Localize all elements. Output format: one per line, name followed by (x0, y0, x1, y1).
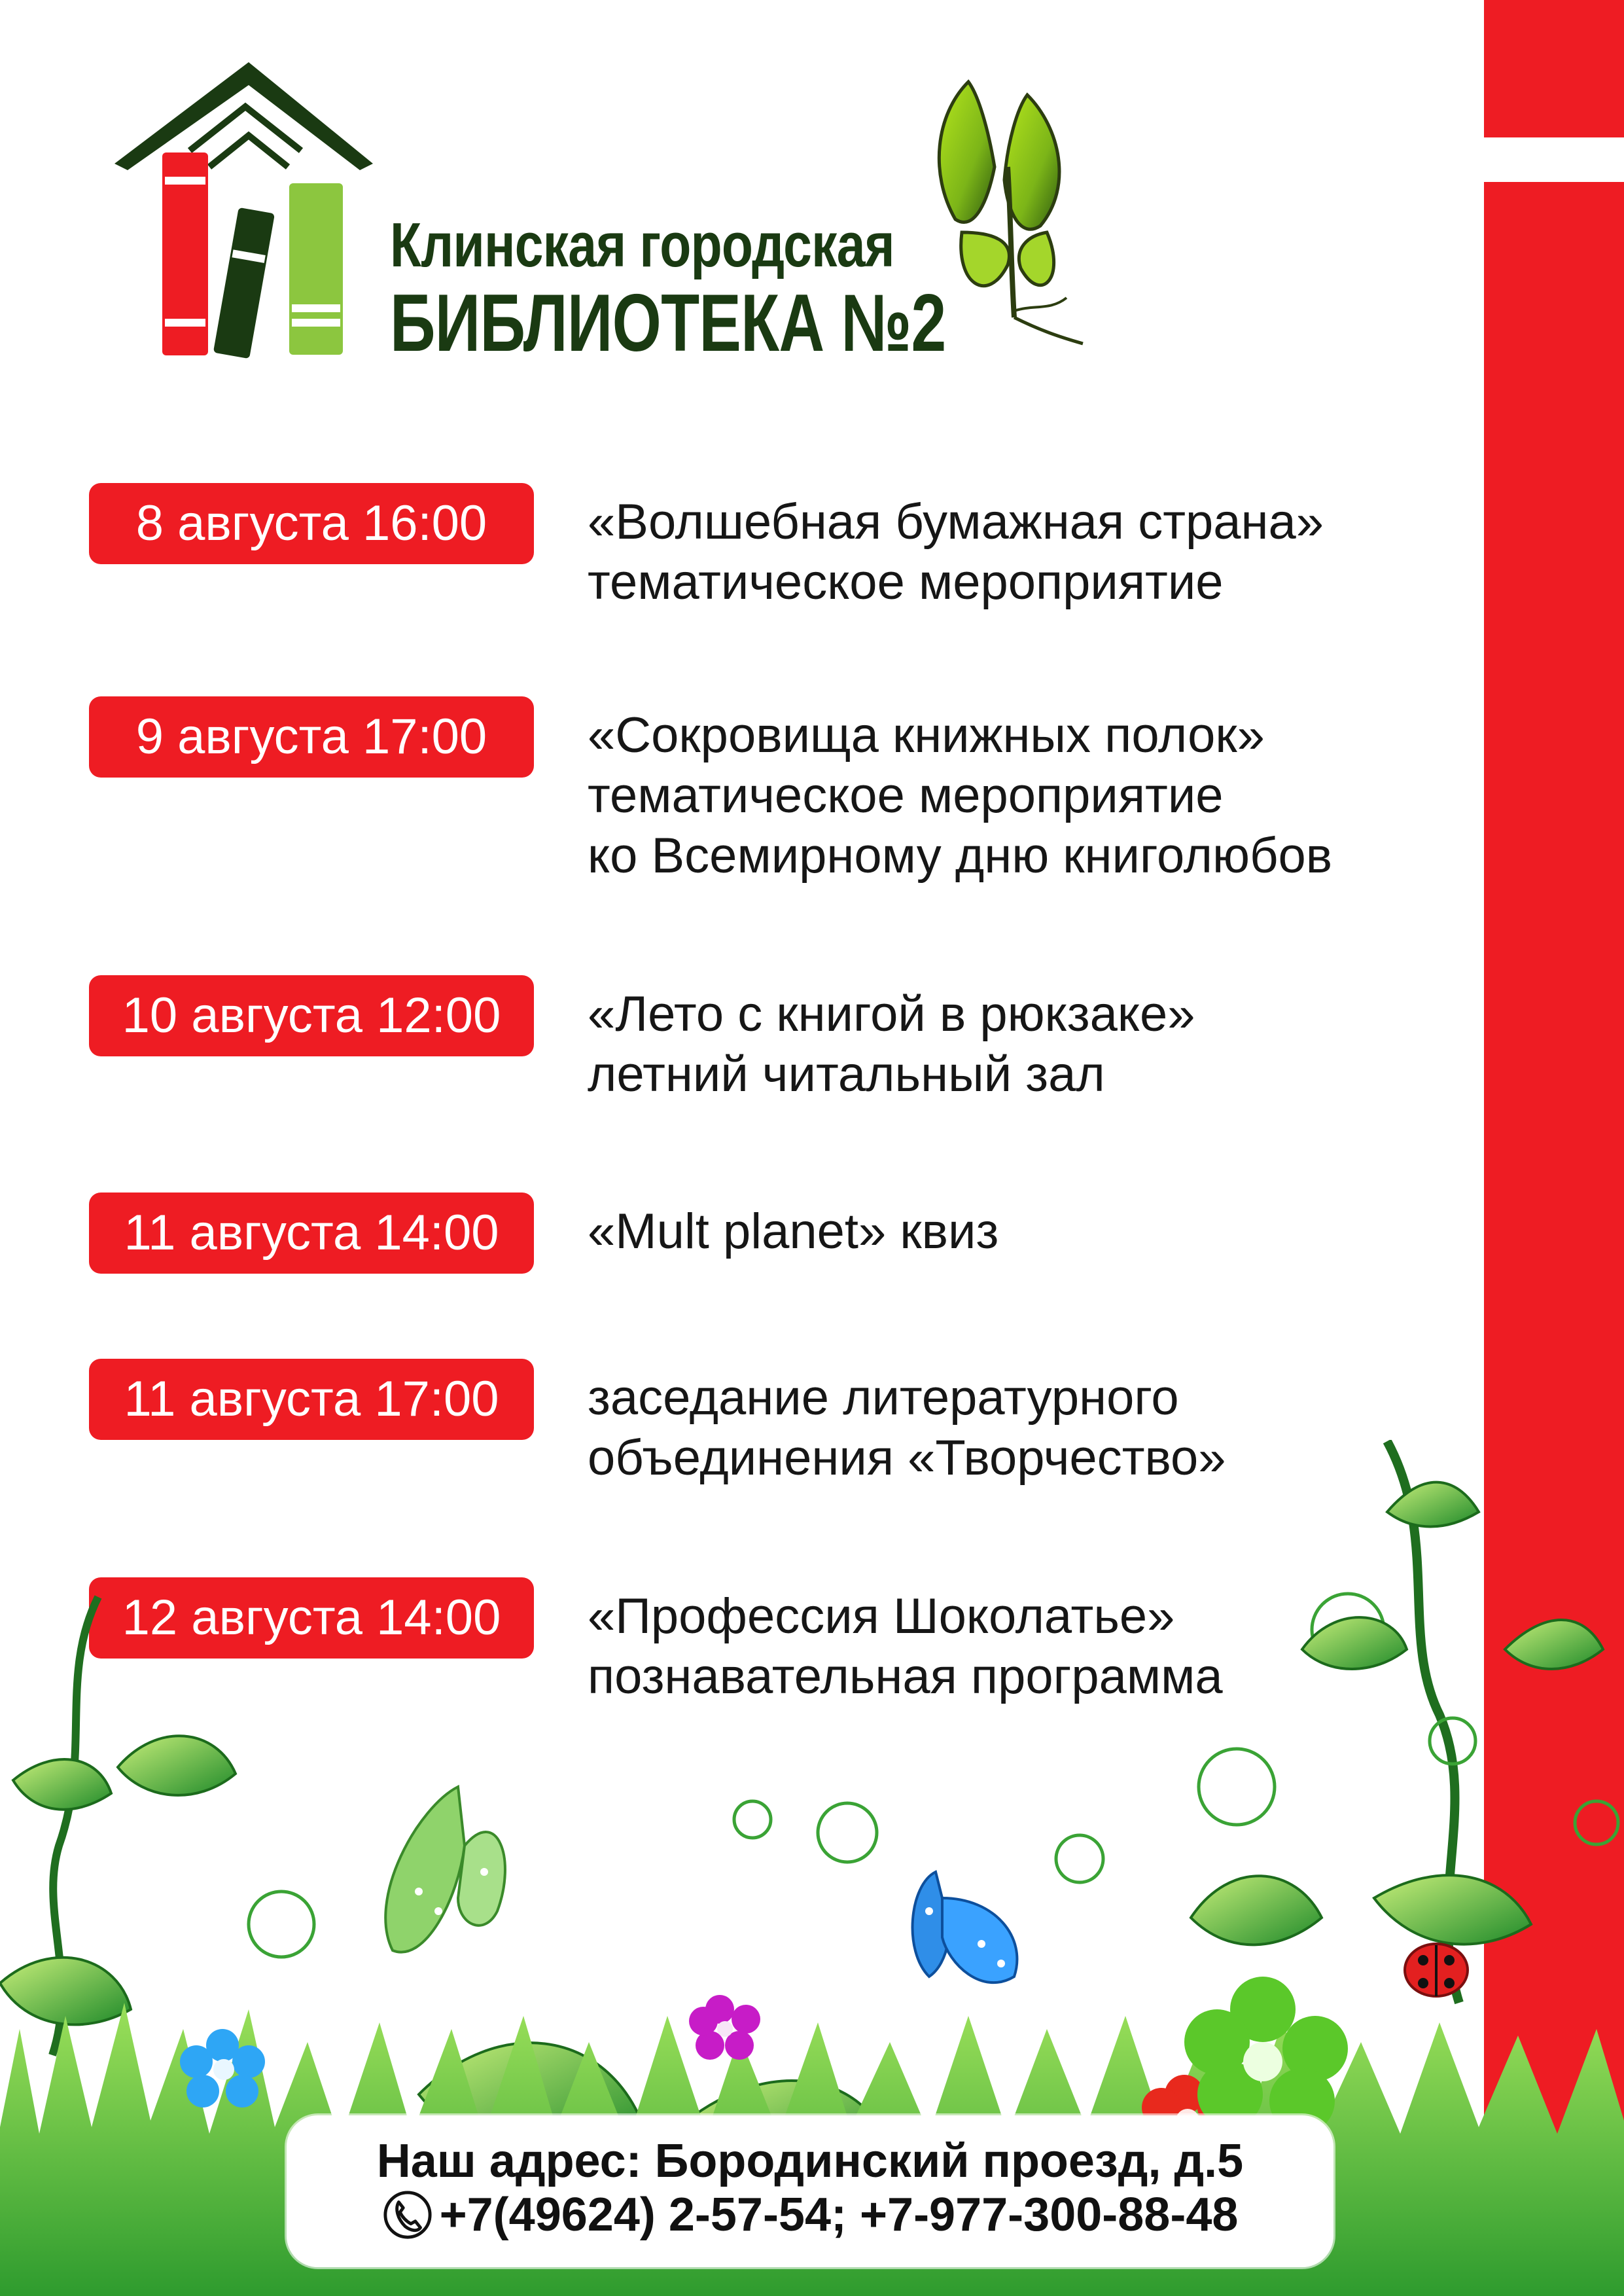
event-date-badge: 9 августа 17:00 (89, 696, 534, 778)
event-line: «Волшебная бумажная страна» (588, 494, 1324, 550)
event-line: объединения «Творчество» (588, 1430, 1226, 1486)
roof-shape (115, 62, 373, 170)
ladybug-icon (1405, 1944, 1468, 1996)
event-line: «Профессия Шоколатье» (588, 1588, 1175, 1644)
library-house-logo (111, 56, 386, 363)
dark-book (213, 207, 275, 359)
event-line: познавательная программа (588, 1649, 1223, 1704)
event-line: тематическое мероприятие (588, 554, 1224, 610)
contact-box (287, 2115, 1333, 2267)
green-butterfly-icon (385, 1787, 505, 1952)
event-date-badge: 8 августа 16:00 (89, 483, 534, 564)
event-description (588, 706, 1332, 886)
event-description (588, 984, 1195, 1105)
event-line: тематическое мероприятие (588, 768, 1224, 823)
event-date-badge: 11 августа 17:00 (89, 1359, 534, 1440)
blue-butterfly-icon (913, 1872, 1017, 1982)
purple-flower-icon (689, 1995, 760, 2060)
event-line: ко Всемирному дню книголюбов (588, 828, 1333, 884)
phone-numbers[interactable]: +7(49624) 2-57-54; +7-977-300-88-48 (439, 2189, 1239, 2241)
title-line-2: БИБЛИОТЕКА №2 (390, 278, 946, 368)
event-line: «Mult planet» квиз (588, 1204, 999, 1259)
phone-line (287, 2187, 1333, 2242)
event-line: летний читальный зал (588, 1047, 1105, 1102)
event-line: «Сокровища книжных полок» (588, 708, 1265, 763)
event-date-badge: 10 августа 12:00 (89, 975, 534, 1056)
event-description (588, 492, 1324, 613)
address-text: Наш адрес: Бородинский проезд, д.5 (376, 2135, 1244, 2187)
event-line: заседание литературного (588, 1370, 1179, 1426)
red-stripe-top (1484, 0, 1624, 137)
roof-inner-line-2 (209, 135, 288, 167)
event-date-badge: 12 августа 14:00 (89, 1577, 534, 1659)
green-book (289, 183, 343, 355)
event-date-badge: 11 августа 14:00 (89, 1193, 534, 1274)
event-description (588, 1202, 998, 1262)
title-line-1: Клинская городская (390, 210, 894, 280)
event-line: «Лето с книгой в рюкзаке» (588, 986, 1195, 1042)
phone-icon (382, 2189, 433, 2240)
butterfly-icon (909, 69, 1093, 350)
